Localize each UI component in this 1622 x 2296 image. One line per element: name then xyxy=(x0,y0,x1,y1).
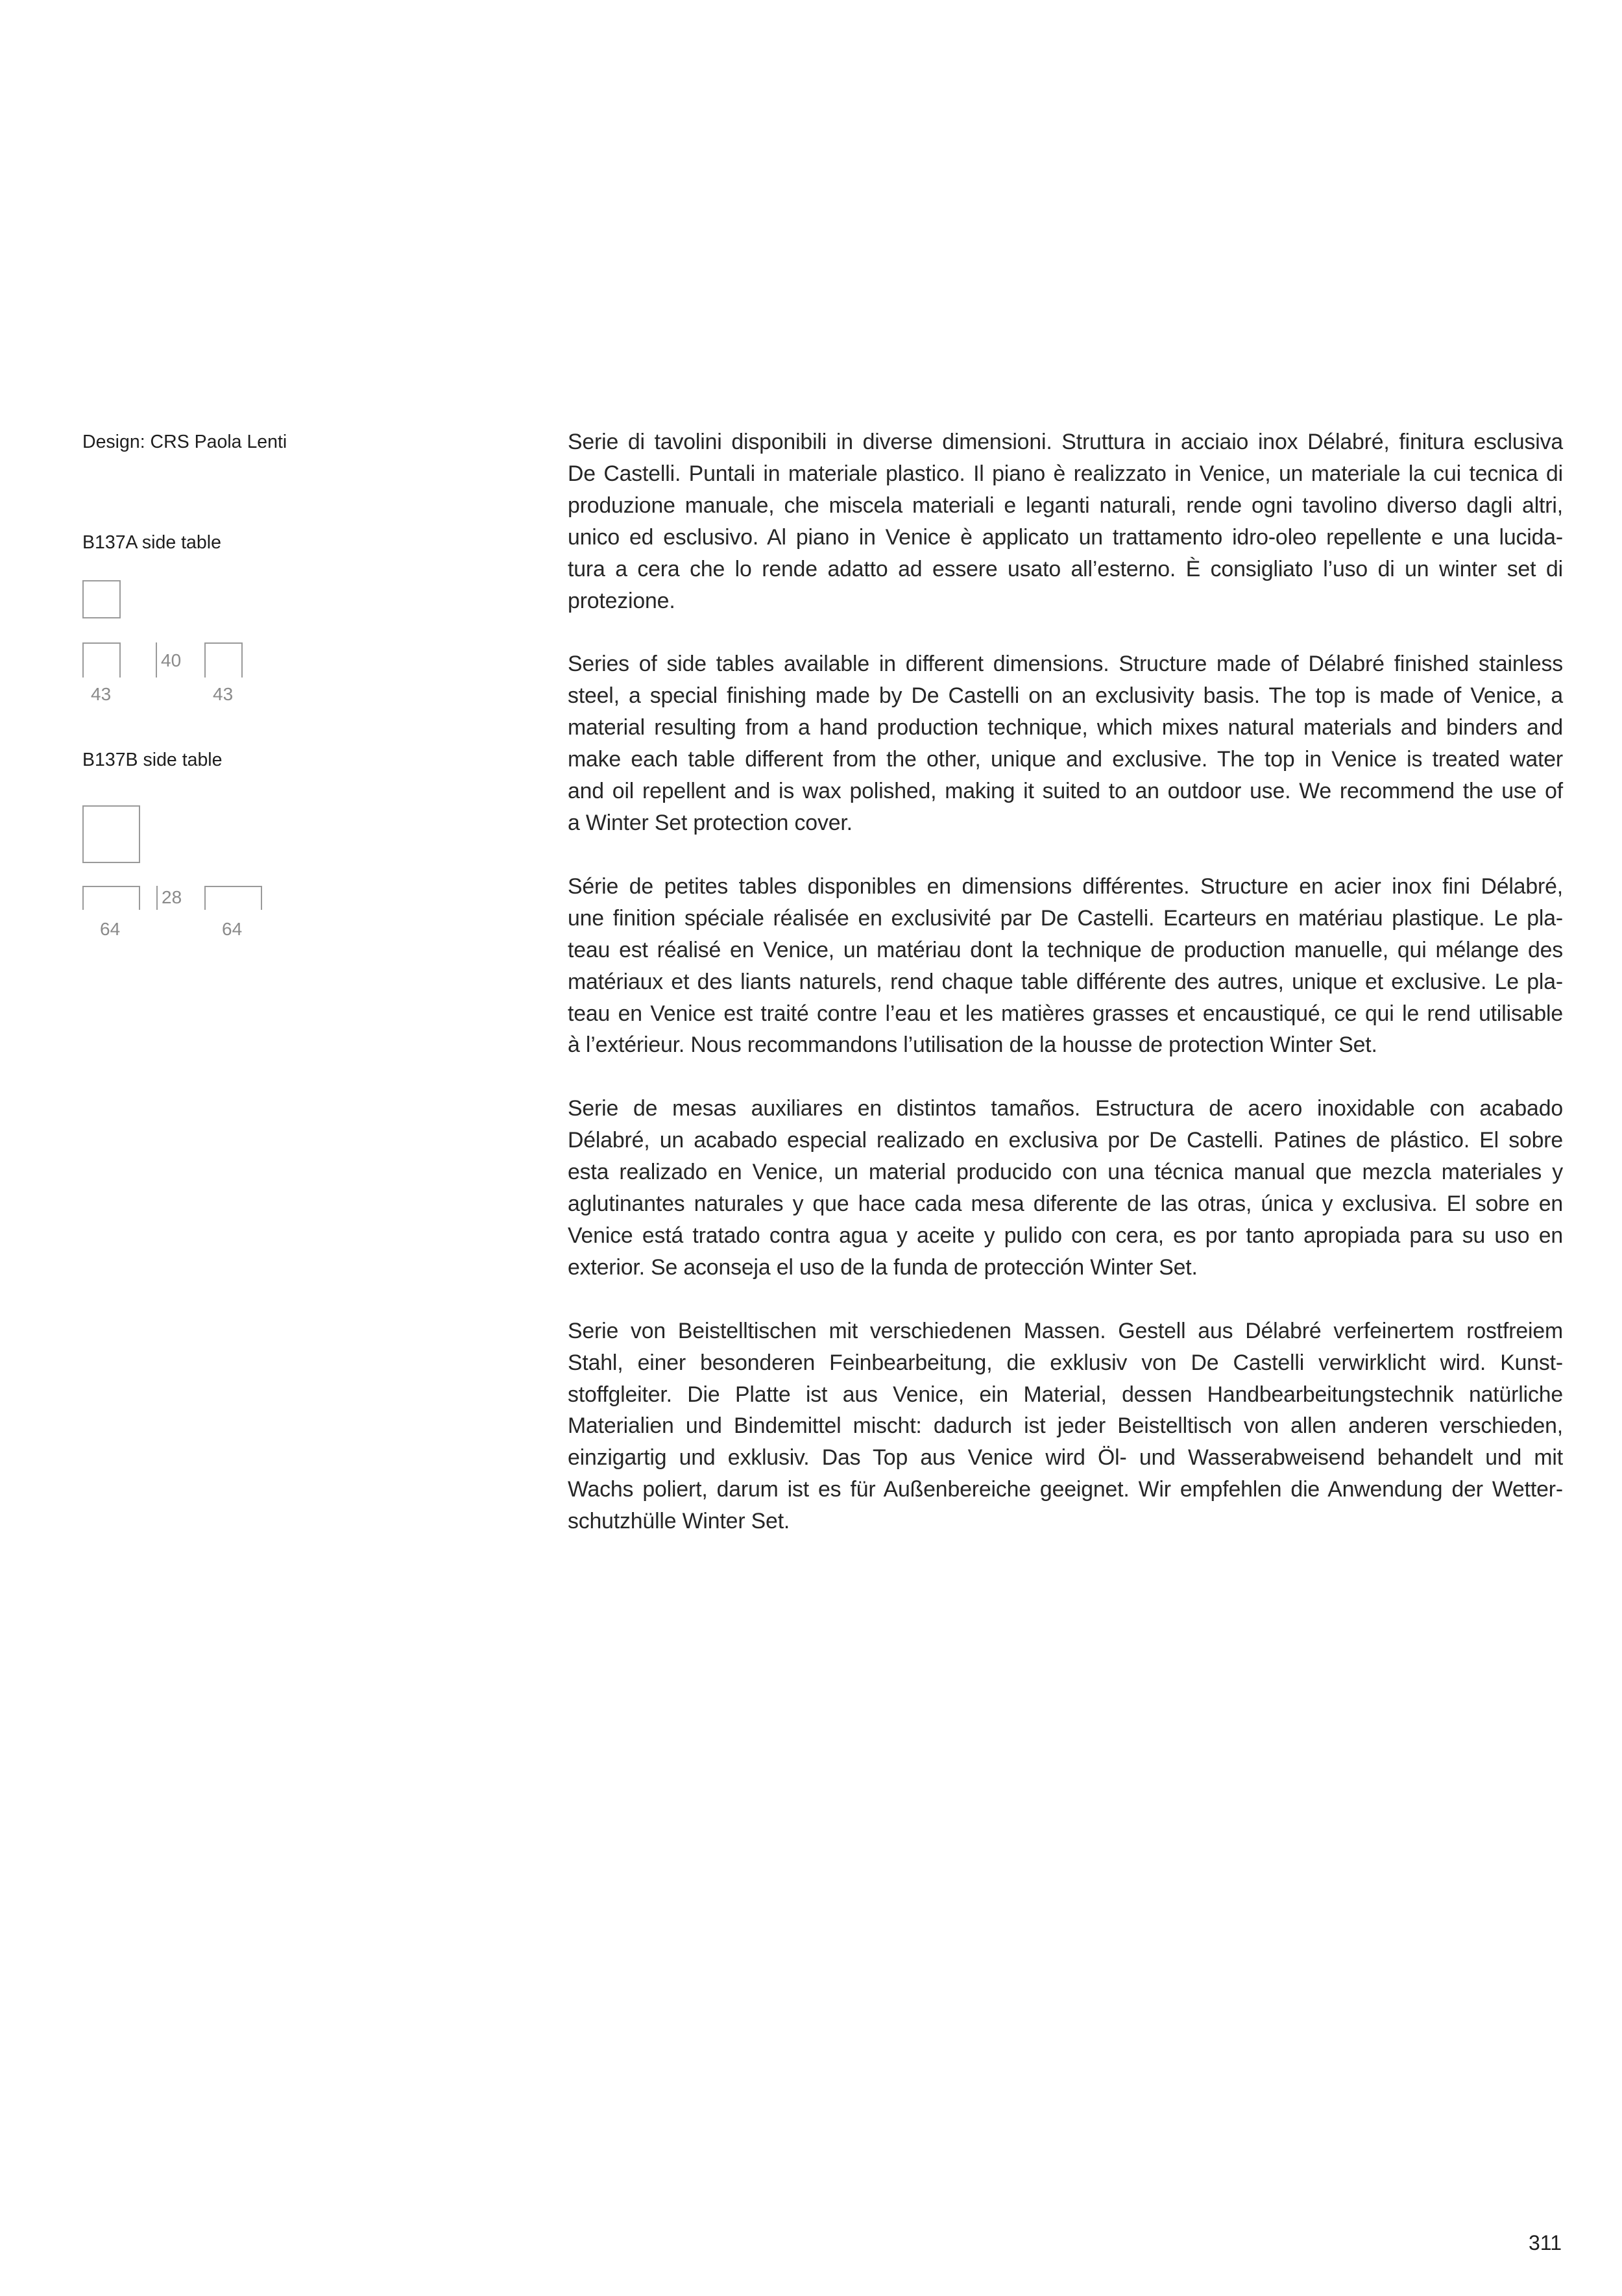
page-number: 311 xyxy=(1528,2231,1562,2254)
text-line: steel, a special finishing made by De Castelli on an exclusivity basis. The top is made of Venice, a xyxy=(568,683,1563,709)
description-german xyxy=(568,1315,1563,1537)
design-credit: Design: CRS Paola Lenti xyxy=(82,432,287,452)
b137a-side-view-drawing xyxy=(204,642,243,678)
product-label-b137a: B137A side table xyxy=(82,532,221,553)
b137b-width-dim-a: 64 xyxy=(100,919,121,939)
text-line: une finition spéciale réalisée en exclusivité par De Castelli. Ecarteurs en matériau plastique. Le pla- xyxy=(568,905,1563,931)
text-line: matériaux et des liants naturels, rend chaque table différente des autres, unique et exclusive. Le pla- xyxy=(568,969,1563,994)
b137b-width-dim-b: 64 xyxy=(222,919,243,939)
b137a-width-dim-a: 43 xyxy=(91,684,112,704)
text-line: Série de petites tables disponibles en dimensions différentes. Structure en acier inox fini Délabré, xyxy=(568,873,1563,899)
b137b-side-view-drawing xyxy=(204,886,262,910)
b137a-top-view-drawing xyxy=(82,580,121,618)
text-line: material resulting from a hand production technique, which mixes natural materials and binders and xyxy=(568,715,1563,740)
text-line: aglutinantes naturales y que hace cada mesa diferente de las otras, única y exclusiva. El sobre en xyxy=(568,1191,1563,1217)
b137b-front-view-drawing xyxy=(82,886,140,910)
text-line: Serie von Beistelltischen mit verschiedenen Massen. Gestell aus Délabré verfeinertem rostfreiem xyxy=(568,1318,1563,1343)
text-line: schutzhülle Winter Set. xyxy=(568,1509,790,1534)
text-line: Materialien und Bindemittel mischt: dadurch ist jeder Beistelltisch von allen anderen verschieden, xyxy=(568,1413,1563,1439)
text-line: unico ed esclusivo. Al piano in Venice è applicato un trattamento idro-oleo repellente e una lucida- xyxy=(568,524,1563,550)
text-line: Serie di tavolini disponibili in diverse dimensioni. Struttura in acciaio inox Délabré, finitura esclusiva xyxy=(568,430,1563,454)
text-line: Wachs poliert, darum ist es für Außenbereiche geeignet. Wir empfehlen die Anwendung der Wetter- xyxy=(568,1477,1563,1502)
text-line: Series of side tables available in different dimensions. Structure made of Délabré finished stainless xyxy=(568,652,1563,677)
b137b-height-dim: 28 xyxy=(162,887,182,907)
b137b-top-view-drawing xyxy=(82,805,140,863)
text-line: einzigartig und exklusiv. Das Top aus Venice wird Öl- und Wasserabweisend behandelt und mit xyxy=(568,1445,1563,1471)
description-italian xyxy=(568,426,1563,617)
text-line: a Winter Set protection cover. xyxy=(568,810,853,835)
description-english xyxy=(568,648,1563,838)
text-line: Délabré, un acabado especial realizado en exclusiva por De Castelli. Patines de plástico. El sobre xyxy=(568,1128,1563,1153)
text-line: esta realizado en Venice, un material producido con una técnica manual que mezcla materiales y xyxy=(568,1160,1563,1185)
text-line: teau est réalisé en Venice, un matériau dont la technique de production manuelle, qui mélange des xyxy=(568,937,1563,962)
b137a-width-dim-b: 43 xyxy=(213,684,234,704)
text-line: teau en Venice est traité contre l’eau et les matières grasses et encaustiqué, ce qui le rend utilisable xyxy=(568,1001,1563,1026)
description-french xyxy=(568,871,1563,1061)
text-line: De Castelli. Puntali in materiale plastico. Il piano è realizzato in Venice, un materiale la cui tecnica di xyxy=(568,461,1563,486)
description-text-column xyxy=(568,426,1563,1569)
b137b-height-marker xyxy=(156,886,158,910)
description-spanish xyxy=(568,1093,1563,1283)
text-line: tura a cera che lo rende adatto ad essere usato all’esterno. È consigliato l’uso di un winter set di xyxy=(568,556,1563,581)
text-line: exterior. Se aconseja el uso de la funda de protección Winter Set. xyxy=(568,1254,1198,1280)
text-line: make each table different from the other, unique and exclusive. The top in Venice is treated water xyxy=(568,747,1563,772)
text-line: and oil repellent and is wax polished, making it suited to an outdoor use. We recommend the use of xyxy=(568,779,1563,804)
text-line: protezione. xyxy=(568,588,675,613)
text-line: Stahl, einer besonderen Feinbearbeitung, die exklusiv von De Castelli verwirklicht wird. Kunst- xyxy=(568,1350,1563,1375)
b137a-height-marker xyxy=(156,642,157,678)
product-label-b137b: B137B side table xyxy=(82,750,223,770)
text-line: produzione manuale, che miscela materiali e leganti naturali, rende ogni tavolino diverso dagli altri, xyxy=(568,493,1563,518)
text-line: Venice está tratado contra agua y aceite y pulido con cera, es por tanto apropiada para su uso en xyxy=(568,1223,1563,1248)
text-line: à l’extérieur. Nous recommandons l’utilisation de la housse de protection Winter Set. xyxy=(568,1032,1377,1058)
text-line: stoffgleiter. Die Platte ist aus Venice, ein Material, dessen Handbearbeitungstechnik natürliche xyxy=(568,1382,1563,1407)
b137a-height-dim: 40 xyxy=(161,650,182,670)
b137a-front-view-drawing xyxy=(82,642,121,678)
text-line: Serie de mesas auxiliares en distintos tamaños. Estructura de acero inoxidable con acabado xyxy=(568,1096,1563,1121)
